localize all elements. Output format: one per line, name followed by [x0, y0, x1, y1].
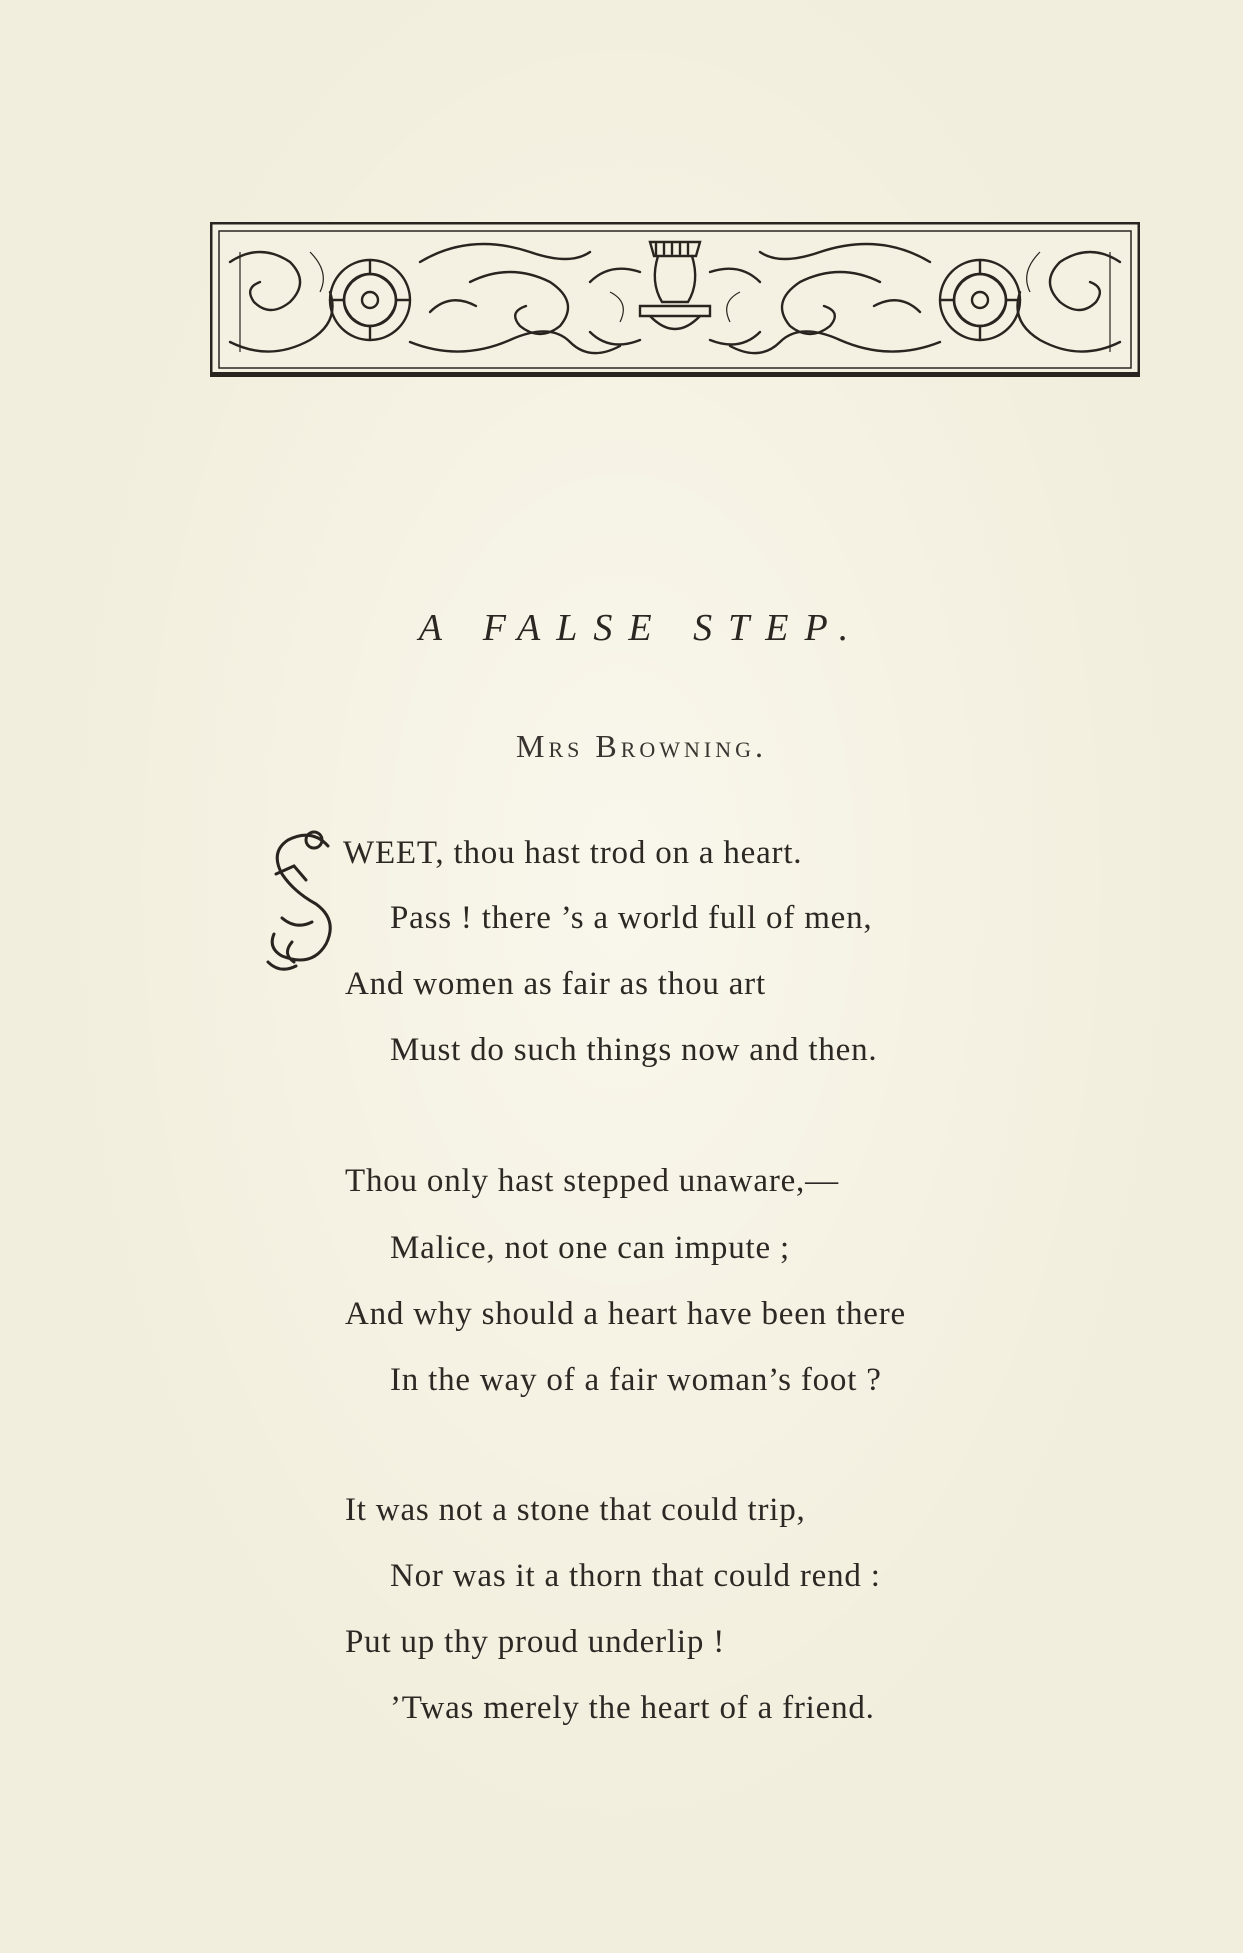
- stanza-2-line-4: In the way of a fair woman’s foot ?: [390, 1362, 882, 1398]
- stanza-3-line-3: Put up thy proud underlip !: [345, 1624, 725, 1660]
- stanza-1-line-1: WEET, thou hast trod on a heart.: [343, 835, 803, 871]
- stanza-1-line-4: Must do such things now and then.: [390, 1032, 878, 1068]
- drop-cap-s-icon: [262, 826, 342, 978]
- poem-author: Mrs Browning.: [515, 728, 768, 764]
- ornamental-headpiece: [210, 222, 1140, 377]
- ornamental-drop-cap: [262, 826, 342, 978]
- stanza-3-line-4: ’Twas merely the heart of a friend.: [390, 1690, 875, 1726]
- poem-title: A FALSE STEP.: [418, 607, 865, 649]
- stanza-1-line-2: Pass ! there ’s a world full of men,: [390, 900, 873, 936]
- stanza-2-line-3: And why should a heart have been there: [345, 1296, 906, 1332]
- stanza-1-line-3: And women as fair as thou art: [345, 966, 766, 1002]
- stanza-3-line-1: It was not a stone that could trip,: [345, 1492, 806, 1528]
- stanza-2-line-2: Malice, not one can impute ;: [390, 1230, 790, 1266]
- stanza-3-line-2: Nor was it a thorn that could rend :: [390, 1558, 881, 1594]
- stanza-2-line-1: Thou only hast stepped unaware,—: [345, 1163, 839, 1199]
- scroll-ornament-icon: [210, 222, 1140, 377]
